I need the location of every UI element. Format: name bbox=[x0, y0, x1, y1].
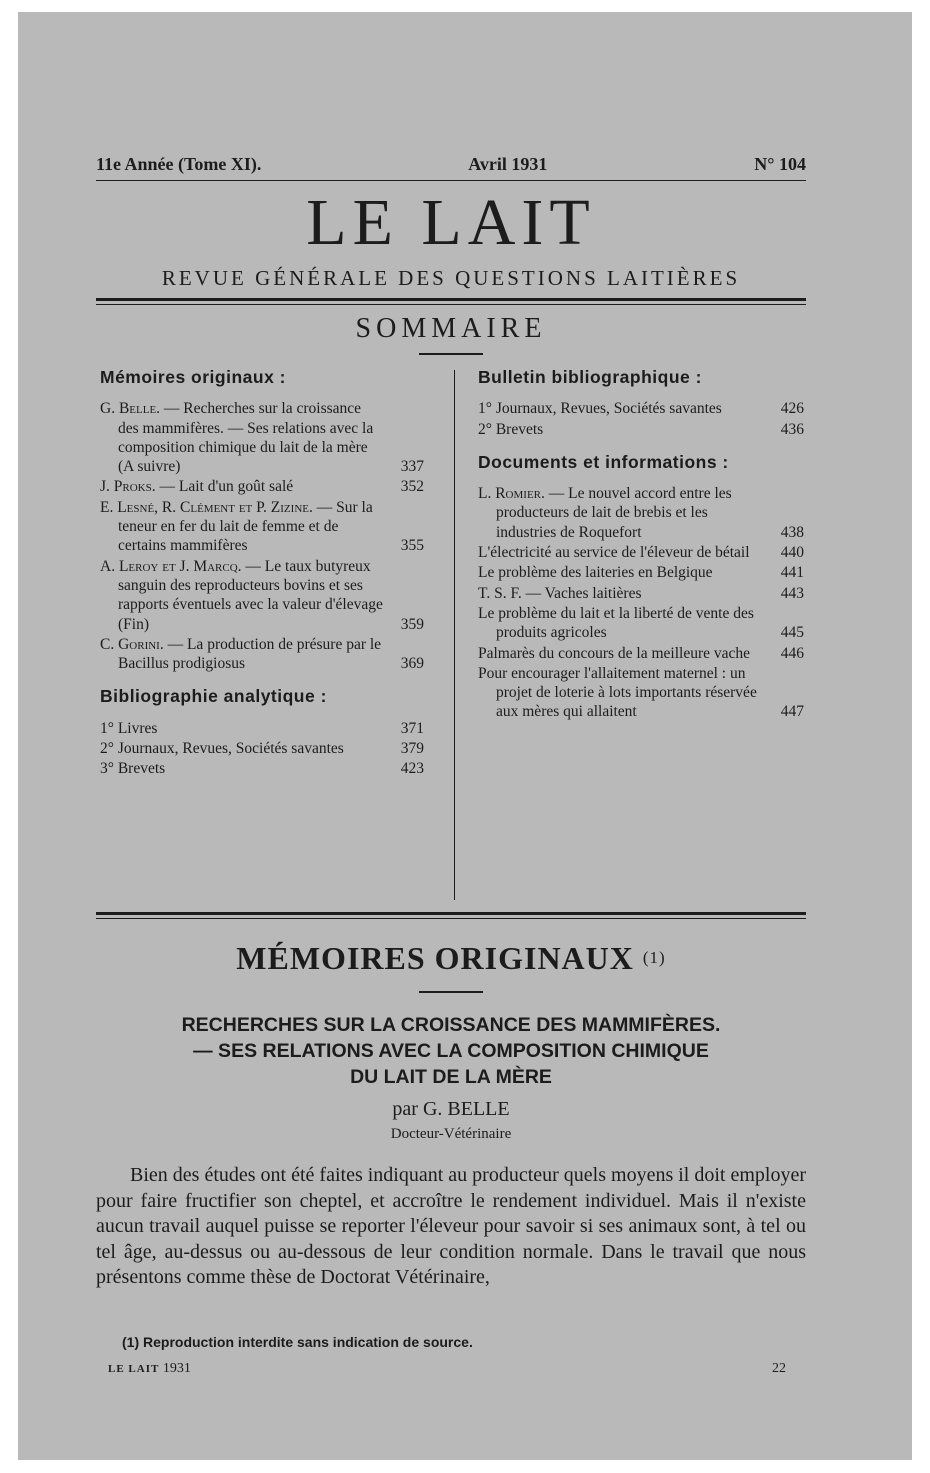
toc-entry-author: E. Lesné, R. Clément et P. Zizine. bbox=[100, 498, 313, 516]
toc-entry-page: 355 bbox=[400, 537, 424, 555]
toc-entry-title: Le problème des laiteries en Belgique bbox=[478, 564, 713, 582]
toc-entry-title: — Sur la teneur en fer du lait de femme et de certains mammifères bbox=[118, 498, 373, 555]
toc-entry-page: 445 bbox=[780, 624, 804, 642]
toc-entry bbox=[100, 477, 424, 496]
section-rule bbox=[419, 991, 483, 993]
toc-entry-text bbox=[100, 739, 384, 758]
footer-journal: LE LAIT bbox=[108, 1363, 160, 1375]
toc-entry-author: C. Gorini. bbox=[100, 635, 164, 653]
toc-entry-page: 436 bbox=[780, 420, 804, 438]
toc-entry-title: 3° Brevets bbox=[100, 760, 166, 778]
toc-entry bbox=[478, 664, 804, 722]
toc-entry-text bbox=[100, 498, 384, 556]
sommaire-heading: SOMMAIRE bbox=[355, 313, 547, 344]
toc-entry-page: 447 bbox=[780, 703, 804, 721]
toc-entry-author: J. Proks. bbox=[100, 478, 156, 496]
toc-entry-text bbox=[478, 543, 764, 562]
toc-entry bbox=[100, 498, 424, 556]
toc-section-heading: Mémoires originaux : bbox=[100, 367, 287, 387]
toc-entry-page: 337 bbox=[400, 458, 424, 476]
toc-entry-text bbox=[478, 484, 764, 542]
toc-entry bbox=[100, 635, 424, 674]
toc-entry-page: 438 bbox=[780, 523, 804, 541]
toc-entry-text bbox=[478, 399, 764, 418]
journal-page bbox=[96, 0, 806, 1473]
toc-entry-title: Palmarès du concours de la meilleure vache bbox=[478, 644, 750, 662]
toc-entry bbox=[100, 739, 424, 758]
toc-entry bbox=[100, 719, 424, 738]
masthead-rule-thick bbox=[96, 298, 806, 301]
article-title bbox=[96, 1012, 806, 1090]
page-number: 22 bbox=[772, 1361, 786, 1376]
toc-entry-page: 359 bbox=[400, 615, 424, 633]
article-title-line: RECHERCHES SUR LA CROISSANCE DES MAMMIFÈRES. bbox=[181, 1014, 721, 1036]
toc-entry-page: 426 bbox=[780, 400, 804, 418]
toc-entry-text bbox=[478, 420, 764, 439]
toc-entry bbox=[100, 557, 424, 634]
toc-entry-text bbox=[478, 644, 764, 663]
toc-entry-page: 446 bbox=[780, 644, 804, 662]
toc-section-heading: Documents et informations : bbox=[478, 451, 729, 472]
author-degree: Docteur-Vétérinaire bbox=[390, 1126, 512, 1142]
toc-entry-text bbox=[100, 477, 384, 496]
header-rule bbox=[96, 180, 806, 181]
toc-entry-title: 1° Livres bbox=[100, 719, 158, 737]
toc-entry-title: — Lait d'un goût salé bbox=[155, 478, 294, 496]
toc-entry-title: 2° Journaux, Revues, Sociétés savantes bbox=[100, 740, 344, 758]
article-byline: par G. BELLE bbox=[392, 1098, 510, 1120]
toc-end-rule-thick bbox=[96, 912, 806, 915]
toc-entry bbox=[478, 584, 804, 603]
toc-entry-title: T. S. F. — Vaches laitières bbox=[478, 584, 642, 602]
toc-entry-page: 440 bbox=[780, 544, 804, 562]
footer-year: 1931 bbox=[162, 1361, 191, 1376]
toc-entry-page: 443 bbox=[780, 584, 804, 602]
toc-entry-page: 371 bbox=[400, 719, 424, 737]
toc-entry-title: — Le nouvel accord entre les producteurs de lait de brebis et les industries de Roquefort bbox=[496, 485, 732, 541]
toc-section-heading: Bibliographie analytique : bbox=[100, 686, 327, 707]
toc-entry bbox=[478, 644, 804, 663]
toc-entry-title: — Recherches sur la croissance des mammifères. — Ses relations avec la composition chimique du lait de la mère (A suivre) bbox=[118, 400, 374, 476]
issue-header bbox=[96, 154, 806, 175]
issue-number: N° 104 bbox=[754, 154, 806, 174]
toc-entry-title: 1° Journaux, Revues, Sociétés savantes bbox=[478, 400, 722, 418]
footnote: (1) Reproduction interdite sans indication de source. bbox=[122, 1334, 473, 1350]
toc-entry-title: Le problème du lait et la liberté de vente des produits agricoles bbox=[478, 604, 754, 642]
body-paragraph: Bien des études ont été faites indiquant au producteur quels moyens il doit employer pour faire fructifier son cheptel, et accroître le rendement individuel. Mais il n'existe aucun travail auquel puisse se reporter l'éleveur pour savoir si ses animaux sont, à tel ou tel âge, au-dessus ou au-dessous de leur condition normale. Dans le travail que nous présentons comme thèse de Doctorat Vétérinaire, bbox=[96, 1164, 806, 1289]
masthead-rule-thin bbox=[96, 304, 806, 305]
toc-entry-text bbox=[478, 584, 764, 603]
toc-entry bbox=[478, 420, 804, 439]
journal-subtitle: REVUE GÉNÉRALE DES QUESTIONS LAITIÈRES bbox=[161, 266, 741, 290]
toc-entry-text bbox=[100, 719, 384, 738]
journal-title: LE LAIT bbox=[306, 186, 596, 259]
toc-entry bbox=[100, 759, 424, 778]
toc-entry bbox=[478, 484, 804, 542]
article-title-line: — SES RELATIONS AVEC LA COMPOSITION CHIMIQUE bbox=[193, 1040, 709, 1062]
toc-entry bbox=[478, 563, 804, 582]
column-divider bbox=[454, 370, 455, 900]
toc-entry-title: Pour encourager l'allaitement maternel : un projet de loterie à lots importants réservée aux mères qui allaitent bbox=[478, 664, 757, 721]
toc-right-column bbox=[478, 368, 804, 723]
toc-left-column bbox=[100, 368, 424, 780]
toc-entry-page: 369 bbox=[400, 655, 424, 673]
section-title-text: MÉMOIRES ORIGINAUX bbox=[236, 940, 634, 976]
toc-entry-text bbox=[478, 604, 764, 643]
section-title bbox=[96, 940, 806, 977]
toc-end-rule-thin bbox=[96, 918, 806, 919]
sommaire-rule bbox=[419, 353, 483, 355]
toc-entry-text bbox=[100, 635, 384, 674]
toc-entry-text bbox=[478, 563, 764, 582]
volume-label: 11e Année (Tome XI). bbox=[96, 154, 262, 174]
toc-section-heading: Bulletin bibliographique : bbox=[478, 367, 702, 387]
toc-entry-page: 352 bbox=[400, 478, 424, 496]
article-title-line: DU LAIT DE LA MÈRE bbox=[350, 1066, 552, 1088]
toc-entry-text bbox=[100, 557, 384, 634]
toc-entry-text bbox=[100, 759, 384, 778]
toc-entry-author: L. Romier. bbox=[478, 485, 545, 503]
toc-entry bbox=[478, 543, 804, 562]
toc-entry-title: — Le taux butyreux sanguin des reproducteurs bovins et ses rapports éventuels avec la valeur d'élevage (Fin) bbox=[118, 557, 383, 633]
toc-entry-title: L'électricité au service de l'éleveur de bétail bbox=[478, 544, 750, 562]
toc-entry-author: G. Belle. bbox=[100, 400, 161, 418]
toc-entry-page: 379 bbox=[400, 740, 424, 758]
toc-entry-author: A. Leroy et J. Marcq. bbox=[100, 557, 242, 575]
toc-entry-title: — La production de présure par le Bacillus prodigiosus bbox=[118, 635, 382, 673]
article-body bbox=[96, 1163, 806, 1291]
running-footer bbox=[108, 1361, 191, 1377]
toc-entry-page: 441 bbox=[780, 564, 804, 582]
toc-entry bbox=[478, 604, 804, 643]
toc-entry-text bbox=[478, 664, 764, 722]
toc-entry-title: 2° Brevets bbox=[478, 420, 544, 438]
toc-entry bbox=[478, 399, 804, 418]
toc-entry-page: 423 bbox=[400, 760, 424, 778]
toc-entry bbox=[100, 399, 424, 476]
section-footnote-marker: (1) bbox=[642, 948, 666, 967]
issue-date: Avril 1931 bbox=[468, 154, 548, 174]
toc-entry-text bbox=[100, 399, 384, 476]
